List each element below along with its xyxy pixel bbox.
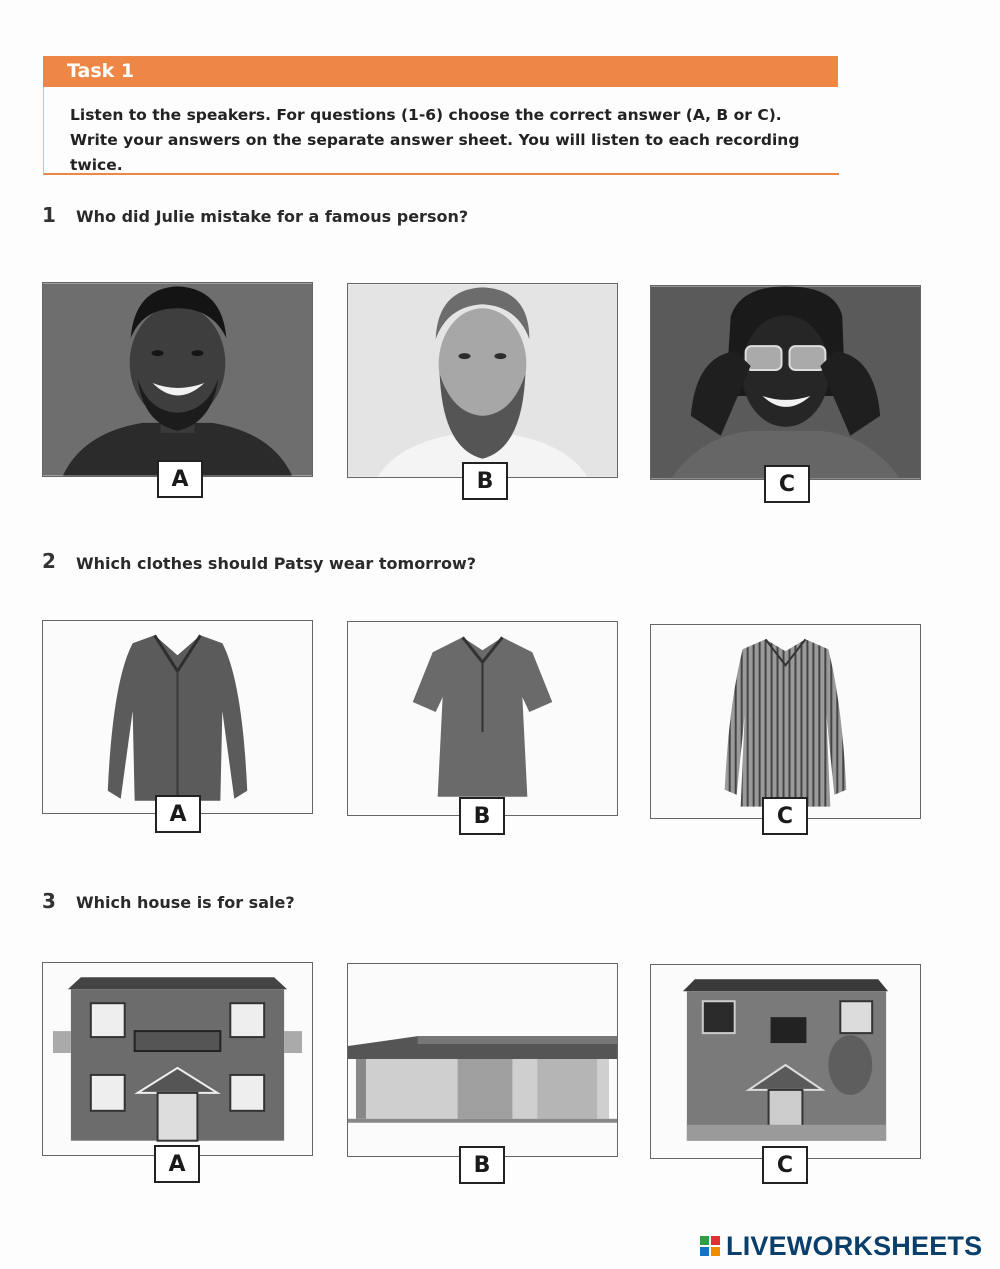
question-3-text: Which house is for sale? bbox=[76, 893, 295, 912]
task-instructions-box bbox=[43, 87, 839, 175]
question-3-number: 3 bbox=[42, 889, 56, 913]
liveworksheets-logo-icon bbox=[700, 1234, 722, 1258]
question-2-option-a-label[interactable]: A bbox=[155, 795, 201, 833]
question-1-option-c-label[interactable]: C bbox=[764, 465, 810, 503]
question-1-option-c-image[interactable] bbox=[650, 285, 921, 480]
question-3-option-a-image[interactable] bbox=[42, 962, 313, 1156]
question-2-option-c-label[interactable]: C bbox=[762, 797, 808, 835]
question-2-number: 2 bbox=[42, 549, 56, 573]
bearded-man-photo bbox=[348, 284, 617, 477]
question-2-text: Which clothes should Patsy wear tomorrow? bbox=[76, 554, 477, 573]
striped-shirt-photo bbox=[651, 625, 920, 818]
task-header bbox=[43, 56, 838, 87]
task-title: Task 1 bbox=[67, 60, 135, 82]
question-1-option-b-image[interactable] bbox=[347, 283, 618, 478]
question-1-option-b-label[interactable]: B bbox=[462, 462, 508, 500]
task-instructions: Listen to the speakers. For questions (1-6) choose the correct answer (A, B or C). Write your answers on the separate answer sheet. You will listen to each recording twice. bbox=[70, 106, 800, 174]
question-2-option-c-image[interactable] bbox=[650, 624, 921, 819]
question-1-text: Who did Julie mistake for a famous person? bbox=[76, 207, 469, 226]
question-2-option-b-label[interactable]: B bbox=[459, 797, 505, 835]
short-sleeve-blouse-photo bbox=[348, 622, 617, 815]
smiling-man-photo bbox=[43, 283, 312, 476]
question-3-option-a-label[interactable]: A bbox=[154, 1145, 200, 1183]
question-3-option-b-label[interactable]: B bbox=[459, 1146, 505, 1184]
liveworksheets-brand-text: LIVEWORKSHEETS bbox=[726, 1230, 983, 1261]
question-3-option-b-image[interactable] bbox=[347, 963, 618, 1157]
question-1-option-a-label[interactable]: A bbox=[157, 460, 203, 498]
unfinished-bungalow-photo bbox=[348, 964, 617, 1156]
two-storey-house-photo bbox=[43, 963, 312, 1155]
question-1-option-a-image[interactable] bbox=[42, 282, 313, 477]
liveworksheets-brand[interactable] bbox=[700, 1232, 982, 1260]
man-with-sunglasses-photo bbox=[651, 286, 920, 479]
question-3-option-c-label[interactable]: C bbox=[762, 1146, 808, 1184]
question-2-option-b-image[interactable] bbox=[347, 621, 618, 816]
question-1-number: 1 bbox=[42, 203, 56, 227]
long-sleeve-blouse-photo bbox=[43, 621, 312, 813]
question-3-option-c-image[interactable] bbox=[650, 964, 921, 1159]
damaged-house-photo bbox=[651, 965, 920, 1158]
question-2-option-a-image[interactable] bbox=[42, 620, 313, 814]
